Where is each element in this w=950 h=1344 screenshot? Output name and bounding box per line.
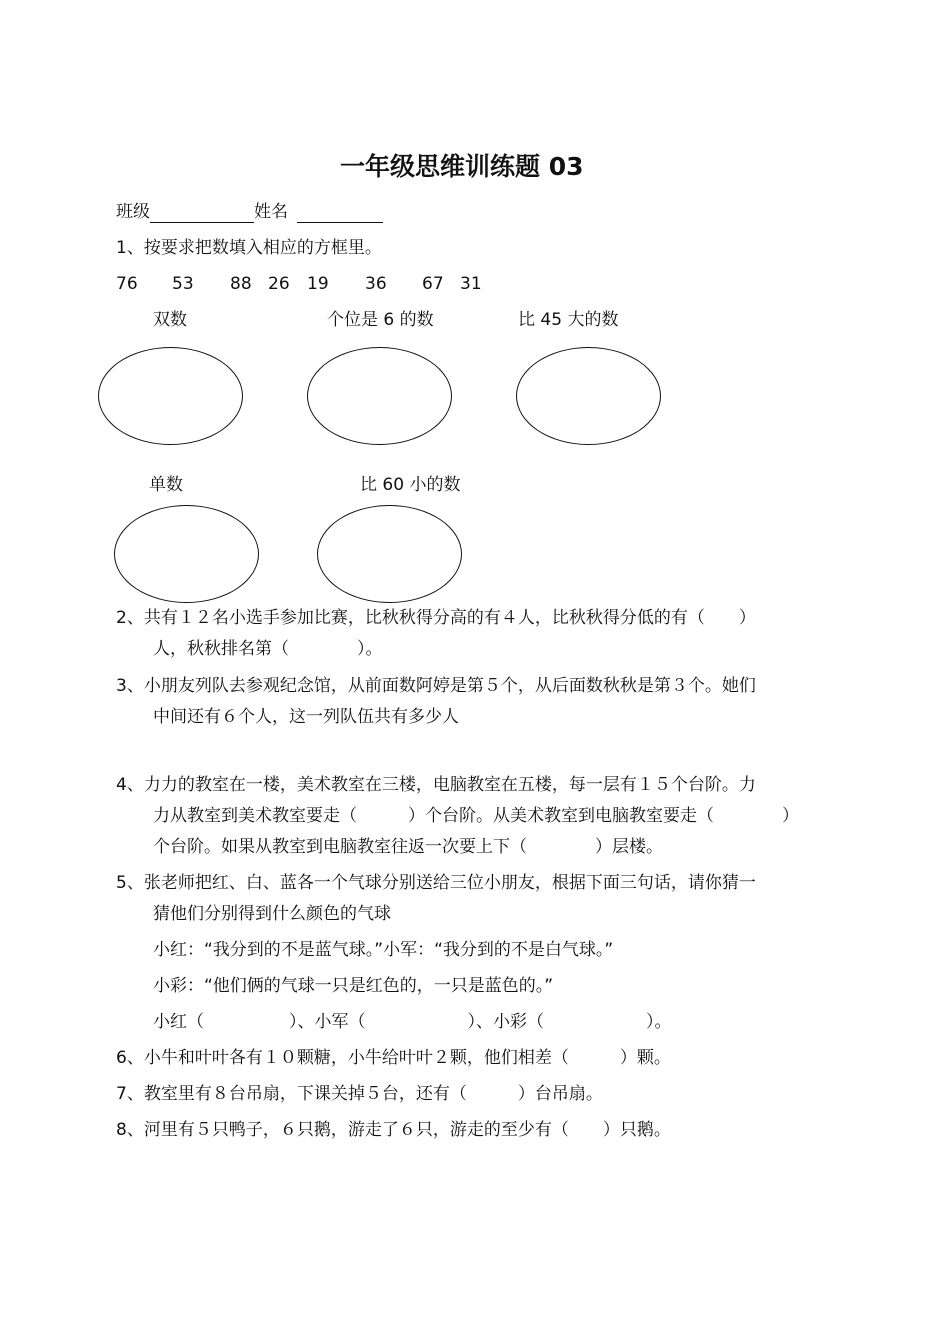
label-odd-numbers: 单数 (149, 475, 183, 495)
question-5-line-4: 小彩：“他们俩的气球一只是红色的，一只是蓝色的。” (153, 976, 554, 996)
number-item: 88 (230, 274, 252, 294)
number-item: 36 (365, 274, 387, 294)
question-1-text: 1、按要求把数填入相应的方框里。 (116, 238, 382, 258)
label-even-numbers: 双数 (153, 310, 187, 330)
question-2-line-1: 2、共有１２名小选手参加比赛，比秋秋得分高的有４人，比秋秋得分低的有（ ） (116, 608, 756, 628)
number-item: 31 (460, 274, 482, 294)
question-5-line-2: 猜他们分别得到什么颜色的气球 (153, 904, 391, 924)
number-item: 19 (307, 274, 329, 294)
label-ones-digit-6: 个位是 6 的数 (327, 310, 434, 330)
question-8-text: 8、河里有５只鸭子，６只鹅，游走了６只，游走的至少有（ ）只鹅。 (116, 1120, 671, 1140)
class-blank[interactable] (150, 204, 254, 223)
question-7-text: 7、教室里有８台吊扇，下课关掉５台，还有（ ）台吊扇。 (116, 1084, 603, 1104)
answer-ellipse-greater-than-45[interactable] (516, 347, 661, 445)
number-item: 76 (116, 274, 138, 294)
label-less-than-60: 比 60 小的数 (360, 475, 461, 495)
number-item: 53 (172, 274, 194, 294)
question-5-line-5: 小红（ ）、小军（ ）、小彩（ ）。 (153, 1012, 672, 1032)
answer-ellipse-odd[interactable] (114, 505, 259, 603)
question-4-line-1: 4、力力的教室在一楼，美术教室在三楼，电脑教室在五楼，每一层有１５个台阶。力 (116, 775, 756, 795)
question-4-line-3: 个台阶。如果从教室到电脑教室往返一次要上下（ ）层楼。 (153, 837, 663, 857)
name-blank[interactable] (297, 204, 383, 223)
header-row (116, 201, 383, 223)
question-3-line-2: 中间还有６个人，这一列队伍共有多少人 (153, 707, 459, 727)
answer-ellipse-even[interactable] (98, 347, 243, 445)
answer-ellipse-ones-digit-6[interactable] (307, 347, 452, 445)
label-greater-than-45: 比 45 大的数 (518, 310, 619, 330)
question-4-line-2: 力从教室到美术教室要走（ ）个台阶。从美术教室到电脑教室要走（ ） (153, 806, 799, 826)
class-label: 班级 (116, 202, 150, 222)
question-2-line-2: 人，秋秋排名第（ ）。 (153, 639, 383, 659)
question-5-line-3: 小红：“我分到的不是蓝气球。”小军：“我分到的不是白气球。” (153, 940, 614, 960)
name-label: 姓名 (254, 202, 288, 222)
page-title: 一年级思维训练题 03 (340, 152, 584, 181)
question-3-line-1: 3、小朋友列队去参观纪念馆，从前面数阿婷是第５个，从后面数秋秋是第３个。她们 (116, 676, 756, 696)
number-item: 67 (422, 274, 444, 294)
answer-ellipse-less-than-60[interactable] (317, 505, 462, 603)
question-5-line-1: 5、张老师把红、白、蓝各一个气球分别送给三位小朋友，根据下面三句话，请你猜一 (116, 873, 756, 893)
number-item: 26 (268, 274, 290, 294)
question-6-text: 6、小牛和叶叶各有１０颗糖，小牛给叶叶２颗，他们相差（ ）颗。 (116, 1048, 671, 1068)
